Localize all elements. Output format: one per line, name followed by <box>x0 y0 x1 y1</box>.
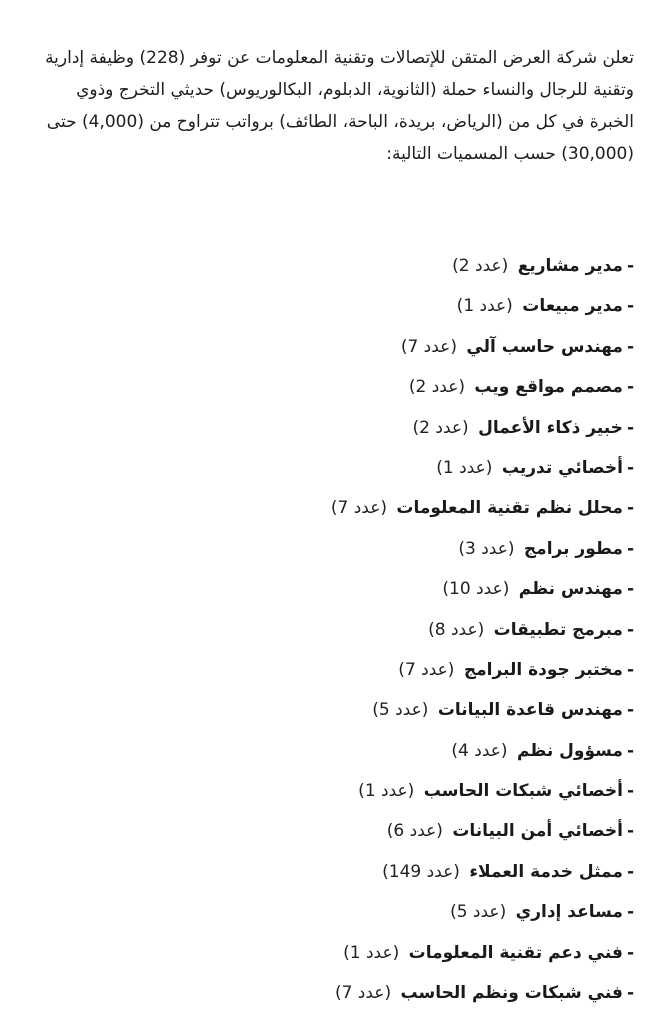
bullet-dash: - <box>626 377 634 398</box>
bullet-dash: - <box>626 821 634 842</box>
intro-paragraph: تعلن شركة العرض المتقن للإتصالات وتقنية المعلومات عن توفر (228) وظيفة إدارية وتقنية للرجال والنساء حملة (الثانوية، الدبلوم، البكالوريوس) حديثي التخرج وذوي الخبرة في كل من (الرياض، بريدة، الباحة، الطائف) برواتب تتراوح من (4,000) حتى (30,000) حسب المسميات التالية: <box>45 48 634 164</box>
job-title: أخصائي أمن البيانات <box>452 821 623 842</box>
job-title: مهندس قاعدة البيانات <box>437 700 623 721</box>
bullet-dash: - <box>626 659 634 680</box>
job-count: (عدد 5) <box>372 700 429 721</box>
job-title: مبرمج تطبيقات <box>493 619 623 640</box>
job-item <box>30 811 634 851</box>
job-item <box>30 610 634 650</box>
job-title: مصمم مواقع ويب <box>474 377 623 398</box>
job-item <box>30 448 634 488</box>
job-item <box>30 408 634 448</box>
job-count: (عدد 7) <box>334 983 392 1004</box>
job-list <box>30 246 634 1013</box>
job-item <box>30 731 634 771</box>
bullet-dash: - <box>626 700 634 721</box>
job-title: أخصائي تدريب <box>501 457 623 478</box>
job-title: مختبر جودة البرامج <box>463 659 623 680</box>
job-title: محلل نظم تقنية المعلومات <box>396 498 623 519</box>
job-count: (عدد 2) <box>412 417 469 438</box>
job-title: أخصائي شبكات الحاسب <box>423 781 623 802</box>
job-title: مطور برامج <box>523 538 623 559</box>
job-count: (عدد 4) <box>451 740 508 761</box>
job-title: مدير مشاريع <box>517 256 623 276</box>
job-count: (عدد 7) <box>330 498 387 519</box>
job-item <box>30 852 634 892</box>
job-count: (عدد 1) <box>358 781 415 802</box>
job-item <box>30 327 634 367</box>
job-count: (عدد 7) <box>398 659 455 680</box>
job-count: (عدد 1) <box>436 457 493 478</box>
job-count: (عدد 6) <box>386 821 443 842</box>
bullet-dash: - <box>626 942 634 963</box>
job-title: فني شبكات ونظم الحاسب <box>400 983 623 1004</box>
job-title: مدير مبيعات <box>522 296 623 317</box>
job-title: فني دعم تقنية المعلومات <box>408 942 623 963</box>
bullet-dash: - <box>626 740 634 761</box>
bullet-dash: - <box>626 861 634 882</box>
job-title: خبير ذكاء الأعمال <box>478 417 623 438</box>
bullet-dash: - <box>626 579 634 600</box>
job-title: مساعد إداري <box>515 902 623 923</box>
bullet-dash: - <box>626 498 634 519</box>
bullet-dash: - <box>626 902 634 923</box>
job-count: (عدد 149) <box>382 861 460 882</box>
job-title: مهندس حاسب آلي <box>466 336 623 357</box>
job-count: (عدد 10) <box>442 579 510 600</box>
job-count: (عدد 5) <box>450 902 507 923</box>
bullet-dash: - <box>626 983 634 1004</box>
job-item <box>30 973 634 1013</box>
job-item <box>30 690 634 730</box>
job-count: (عدد 3) <box>458 538 515 559</box>
job-count: (عدد 1) <box>456 296 513 317</box>
bullet-dash: - <box>626 538 634 559</box>
bullet-dash: - <box>626 781 634 802</box>
job-title: مهندس نظم <box>518 579 623 600</box>
job-item <box>30 246 634 286</box>
job-count: (عدد 2) <box>452 256 509 276</box>
job-count: (عدد 7) <box>400 336 457 357</box>
job-item <box>30 488 634 528</box>
job-count: (عدد 2) <box>408 377 465 398</box>
bullet-dash: - <box>626 296 634 317</box>
job-title: ممثل خدمة العملاء <box>469 861 623 882</box>
job-item <box>30 367 634 407</box>
bullet-dash: - <box>626 457 634 478</box>
job-item <box>30 771 634 811</box>
bullet-dash: - <box>626 619 634 640</box>
job-item <box>30 569 634 609</box>
bullet-dash: - <box>626 417 634 438</box>
job-count: (عدد 1) <box>343 942 400 963</box>
job-item <box>30 650 634 690</box>
bullet-dash: - <box>626 256 634 276</box>
job-item <box>30 529 634 569</box>
bullet-dash: - <box>626 336 634 357</box>
job-item <box>30 286 634 326</box>
job-item <box>30 933 634 973</box>
job-count: (عدد 8) <box>428 619 485 640</box>
job-item <box>30 892 634 932</box>
job-title: مسؤول نظم <box>516 740 623 761</box>
